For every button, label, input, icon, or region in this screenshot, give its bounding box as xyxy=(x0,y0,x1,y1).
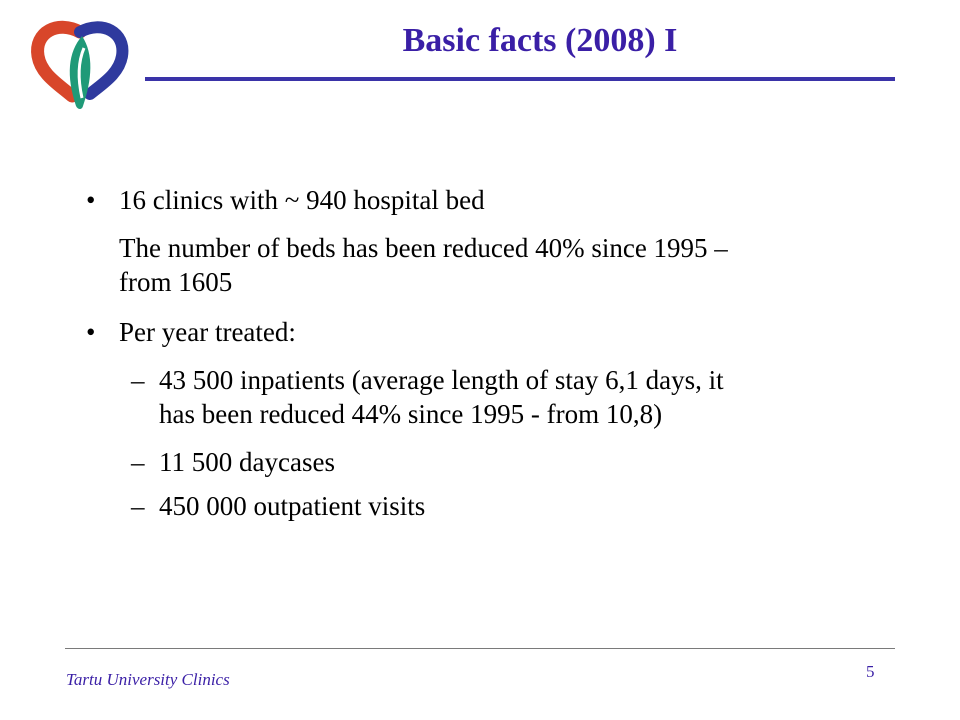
dash-icon: – xyxy=(131,365,145,395)
bullet-icon: • xyxy=(86,317,96,347)
dash-icon: – xyxy=(131,447,145,477)
bullet-per-year-treated: Per year treated: xyxy=(119,317,296,347)
footer-divider xyxy=(65,648,895,649)
page-number: 5 xyxy=(866,662,875,681)
tartu-university-clinics-logo xyxy=(28,18,132,118)
sub-bullet-inpatients-cont: has been reduced 44% since 1995 - from 10,8) xyxy=(159,399,663,429)
dash-icon: – xyxy=(131,491,145,521)
sub-bullet-outpatient: 450 000 outpatient visits xyxy=(159,491,426,521)
sub-bullet-daycases: 11 500 daycases xyxy=(159,447,335,477)
bullet-clinics: 16 clinics with ~ 940 hospital bed xyxy=(119,185,485,215)
title-divider xyxy=(145,77,895,81)
slide-title: Basic facts (2008) I xyxy=(402,22,678,59)
sub-text-from-1605: from 1605 xyxy=(119,267,233,297)
sub-bullet-inpatients: 43 500 inpatients (average length of stay 6,1 days, it xyxy=(159,365,724,395)
bullet-icon: • xyxy=(86,185,96,215)
footer-organization: Tartu University Clinics xyxy=(66,670,230,689)
sub-text-beds-reduced: The number of beds has been reduced 40% since 1995 – xyxy=(119,233,728,263)
